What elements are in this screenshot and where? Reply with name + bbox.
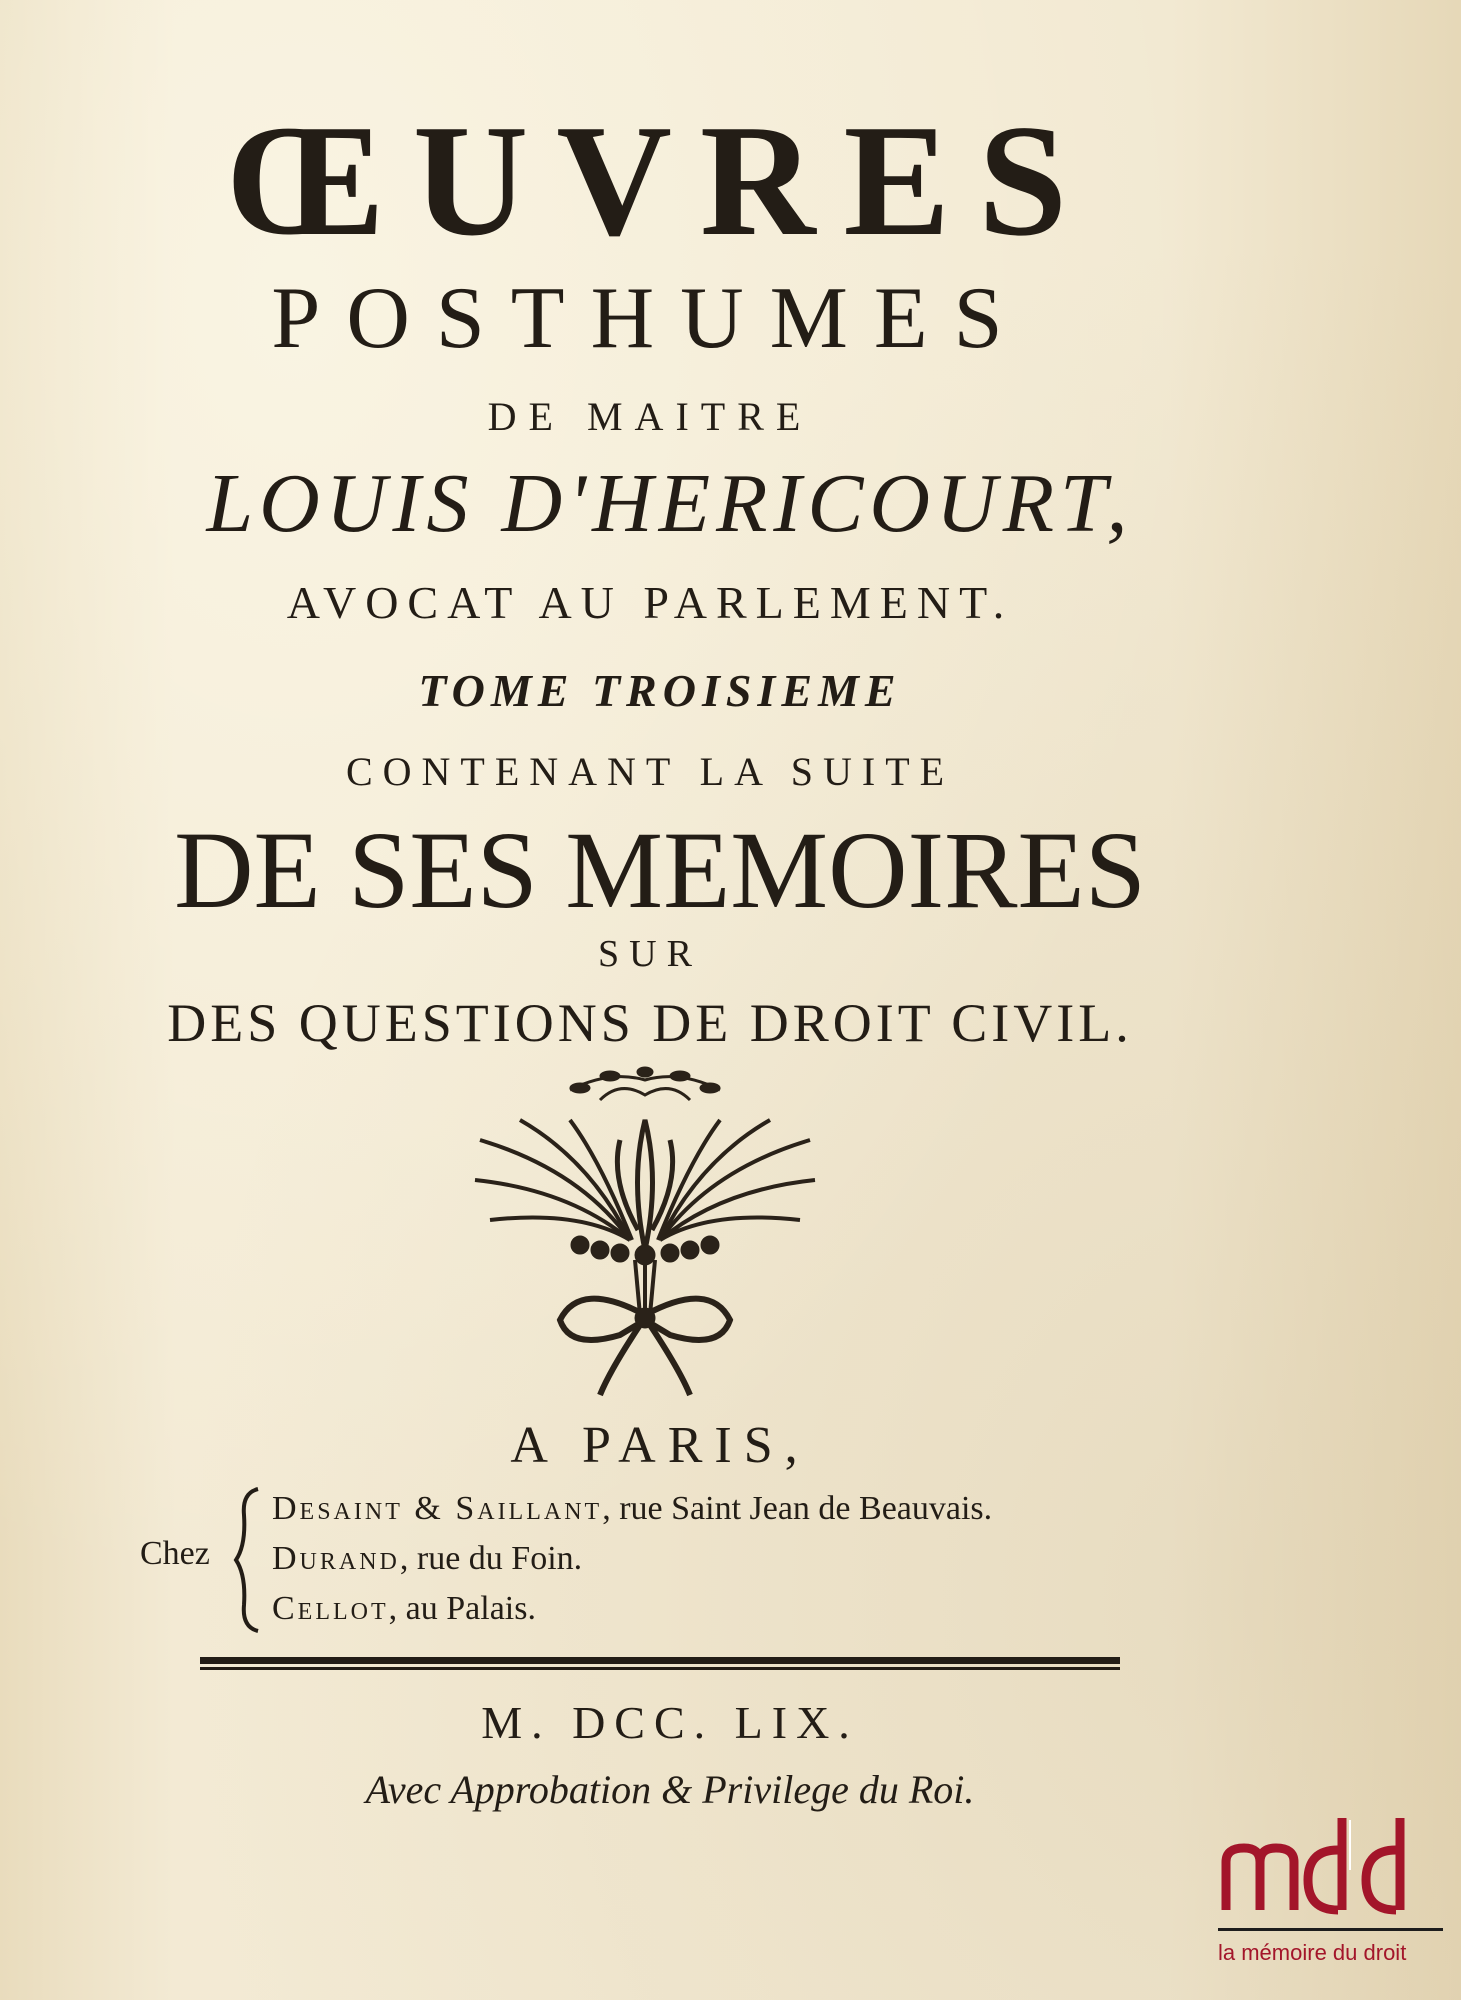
subject-sur: SUR [598,933,702,975]
volume-label: TOME TROISIEME [418,665,902,716]
subject-end: DES QUESTIONS DE DROIT CIVIL. [167,993,1133,1053]
subject-heading: DE SES MEMOIRES [174,809,1146,931]
curly-brace-icon [228,1485,268,1635]
publisher-name: Durand [272,1540,400,1577]
floral-ornament-icon [460,1050,830,1400]
contents-line: CONTENANT LA SUITE [345,749,955,794]
double-rule-divider [200,1655,1120,1673]
royal-privilege: Avec Approbation & Privilege du Roi. [365,1767,975,1812]
publisher-address: , rue du Foin. [399,1540,583,1577]
mdd-logo-mark-icon [1218,1810,1443,1920]
author-name: LOUIS D'HERICOURT, [206,457,1134,550]
publisher-address: , au Palais. [388,1590,536,1627]
mdd-logo [1218,1810,1443,1990]
publisher-name: Cellot [272,1590,389,1627]
author-profession: AVOCAT AU PARLEMENT. [286,577,1014,628]
imprint-chez: Chez [140,1535,210,1572]
imprint-place: A PARIS, [510,1417,810,1474]
logo-caption: la mémoire du droit [1218,1940,1407,1965]
publisher-line [272,1540,582,1578]
title-line-de-maitre: DE MAITRE [487,394,813,439]
book-title: ŒUVRES [224,91,1096,269]
publisher-line [272,1490,992,1528]
publisher-name: Desaint & Saillant [272,1490,603,1527]
publisher-line [272,1590,536,1628]
publisher-address: , rue Saint Jean de Beauvais. [602,1490,993,1527]
logo-divider [1218,1928,1443,1931]
title-line-posthumes: POSTHUMES [271,270,1029,367]
publication-year: M. DCC. LIX. [481,1697,859,1748]
